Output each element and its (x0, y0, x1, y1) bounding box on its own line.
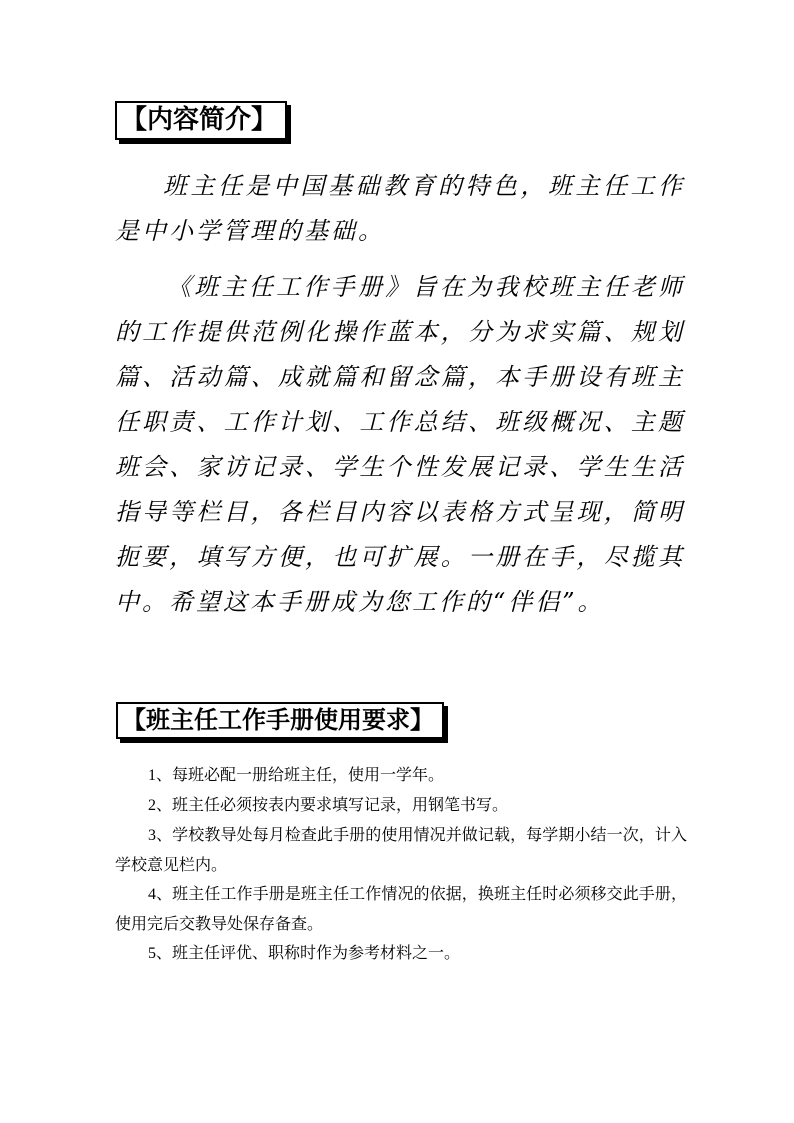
requirement-item-2: 2、班主任必须按表内要求填写记录，用钢笔书写。 (148, 797, 509, 814)
intro-paragraph-2: 《班主任工作手册》旨在为我校班主任老师的工作提供范例化操作蓝本，分为求实篇、规划篇、活动篇、成就篇和留念篇，本手册设有班主任职责、工作计划、工作总结、班级概况、主题班会、家访记录、学生个性发展记录、学生生活指导等栏目，各栏目内容以表格方式呈现，简明扼要，填写方便，也可扩展。一册在手，尽揽其中。希望这本手册成为您工作的“伴侣”。 (115, 273, 685, 616)
requirement-item-5: 5、班主任评优、职称时作为参考材料之一。 (148, 945, 461, 962)
requirement-item-1: 1、每班必配一册给班主任，使用一学年。 (148, 767, 445, 784)
requirement-item-4: 4、班主任工作手册是班主任工作情况的依据，换班主任时必须移交此手册，使用完后交教导处保存备查。 (115, 886, 687, 933)
intro-heading: 【内容简介】 (115, 101, 287, 140)
requirements-heading: 【班主任工作手册使用要求】 (116, 702, 444, 739)
requirement-item-3: 3、学校教导处每月检查此手册的使用情况并做记载，每学期小结一次，计入学校意见栏内。 (115, 827, 687, 874)
intro-paragraph-1: 班主任是中国基础教育的特色，班主任工作是中小学管理的基础。 (115, 172, 685, 245)
